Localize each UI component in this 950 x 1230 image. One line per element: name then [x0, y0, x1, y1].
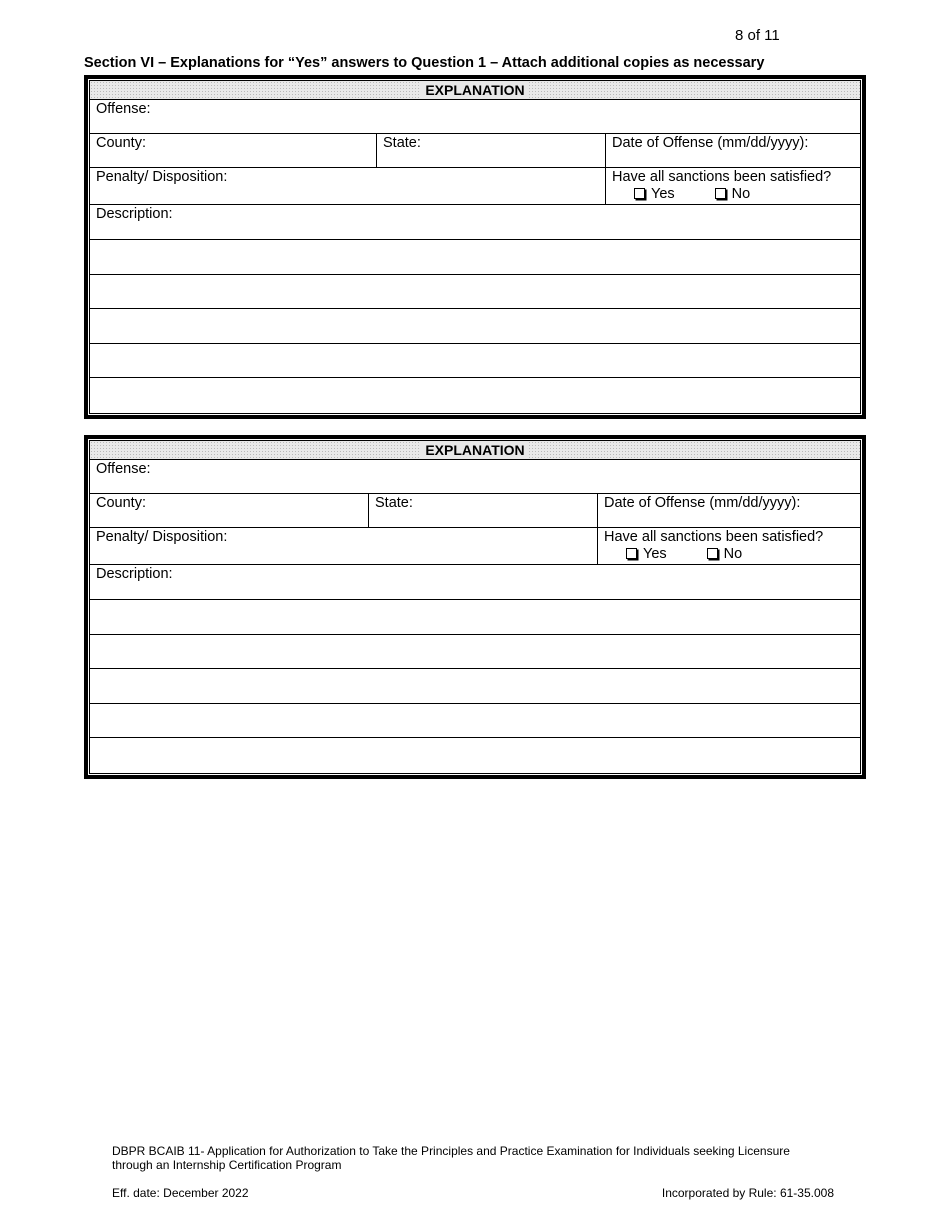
sanctions-yes-option[interactable] — [634, 186, 675, 203]
form-title-line-2: through an Internship Certification Program — [112, 1158, 342, 1172]
explanation-block-2 — [84, 435, 866, 779]
checkbox-icon[interactable] — [626, 548, 637, 559]
checkbox-icon[interactable] — [634, 188, 645, 199]
offense-field[interactable] — [90, 460, 860, 494]
description-line[interactable] — [90, 635, 860, 670]
page-number: 8 of 11 — [735, 27, 780, 44]
explanation-block-1 — [84, 75, 866, 419]
sanctions-question: Have all sanctions been satisfied? — [612, 169, 832, 185]
description-line[interactable] — [90, 275, 860, 310]
sanctions-satisfied-field — [597, 528, 860, 564]
state-label: State: — [375, 495, 413, 511]
incorporated-rule: Incorporated by Rule: 61-35.008 — [661, 1186, 834, 1200]
county-field[interactable] — [90, 494, 368, 527]
description-line[interactable] — [90, 704, 860, 739]
offense-label: Offense: — [96, 101, 151, 117]
date-of-offense-field[interactable] — [597, 494, 860, 527]
effective-date: Eff. date: December 2022 — [112, 1186, 249, 1200]
section-title: Section VI – Explanations for “Yes” answers to Question 1 – Attach additional copies as necessary — [84, 55, 765, 71]
checkbox-icon[interactable] — [707, 548, 718, 559]
penalty-disposition-field[interactable] — [90, 528, 597, 564]
description-field[interactable] — [90, 205, 860, 240]
penalty-disposition-label: Penalty/ Disposition: — [96, 169, 228, 185]
description-label: Description: — [96, 206, 173, 222]
description-line[interactable] — [90, 378, 860, 413]
sanctions-yes-option[interactable] — [626, 546, 667, 563]
description-label: Description: — [96, 566, 173, 582]
penalty-disposition-field[interactable] — [90, 168, 605, 204]
description-line[interactable] — [90, 240, 860, 275]
county-field[interactable] — [90, 134, 376, 167]
form-title-line-1: DBPR BCAIB 11- Application for Authorization to Take the Principles and Practice Examination for Individuals seeking Licensure — [112, 1144, 790, 1158]
description-line[interactable] — [90, 600, 860, 635]
state-field[interactable] — [368, 494, 597, 527]
yes-label: Yes — [643, 546, 667, 562]
explanation-header: EXPLANATION — [90, 441, 860, 460]
date-of-offense-label: Date of Offense (mm/dd/yyyy): — [612, 135, 809, 151]
state-field[interactable] — [376, 134, 605, 167]
no-label: No — [723, 546, 743, 562]
description-line[interactable] — [90, 669, 860, 704]
offense-label: Offense: — [96, 461, 151, 477]
sanctions-no-option[interactable] — [707, 546, 743, 563]
yes-label: Yes — [651, 186, 675, 202]
offense-field[interactable] — [90, 100, 860, 134]
county-label: County: — [96, 495, 146, 511]
description-line[interactable] — [90, 309, 860, 344]
explanation-header: EXPLANATION — [90, 81, 860, 100]
description-line[interactable] — [90, 738, 860, 773]
sanctions-no-option[interactable] — [715, 186, 751, 203]
description-field[interactable] — [90, 565, 860, 600]
date-of-offense-label: Date of Offense (mm/dd/yyyy): — [604, 495, 801, 511]
date-of-offense-field[interactable] — [605, 134, 860, 167]
state-label: State: — [383, 135, 421, 151]
no-label: No — [731, 186, 751, 202]
description-line[interactable] — [90, 344, 860, 379]
sanctions-satisfied-field — [605, 168, 860, 204]
county-label: County: — [96, 135, 146, 151]
penalty-disposition-label: Penalty/ Disposition: — [96, 529, 228, 545]
checkbox-icon[interactable] — [715, 188, 726, 199]
sanctions-question: Have all sanctions been satisfied? — [604, 529, 824, 545]
